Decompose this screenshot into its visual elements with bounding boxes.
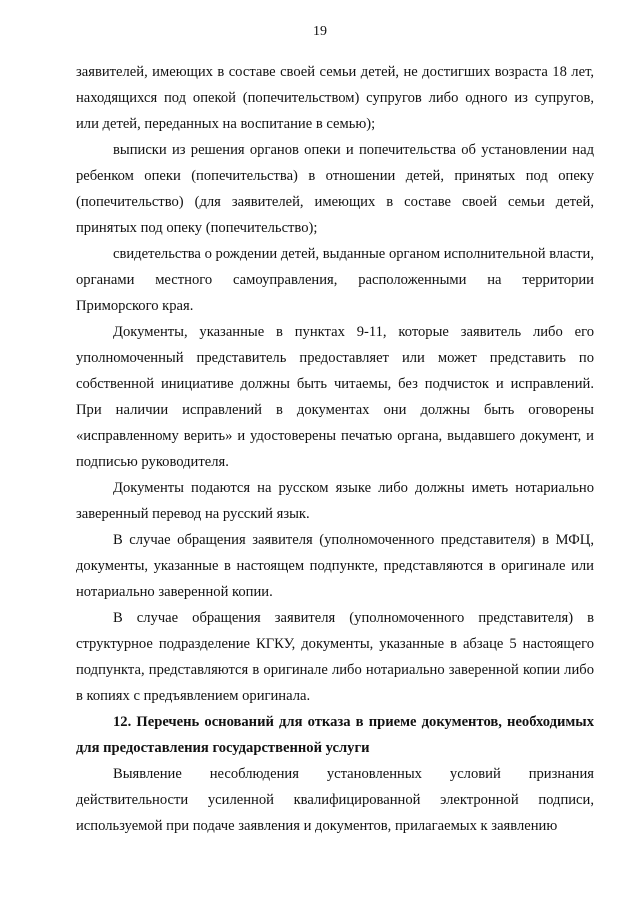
paragraph-continuation: заявителей, имеющих в составе своей семьи детей, не достигших возраста 18 лет, находящихся под опекой (попечительством) супругов либо одного из супругов, или детей, переданных на воспитание в семью); bbox=[76, 64, 594, 132]
paragraph-guardianship-extracts: выписки из решения органов опеки и попечительства об установлении над ребенком опеки (попечительства) в отношении детей, принятых под опеку (попечительство) (для заявителей, имеющих в составе своей семьи детей, принятых под опеку (попечительство); bbox=[76, 142, 594, 236]
paragraph-mfc: В случае обращения заявителя (уполномоченного представителя) в МФЦ, документы, указанные в настоящем подпункте, представляются в оригинале или нотариально заверенной копии. bbox=[76, 532, 594, 600]
paragraph-birth-certificates: свидетельства о рождении детей, выданные органом исполнительной власти, органами местного самоуправления, расположенными на территории Приморского края. bbox=[76, 246, 594, 314]
section-heading-12: 12. Перечень оснований для отказа в приеме документов, необходимых для предоставления государственной услуги bbox=[76, 714, 594, 756]
page-number: 19 bbox=[313, 24, 327, 39]
paragraph-signature-check: Выявление несоблюдения установленных условий признания действительности усиленной квалифицированной электронной подписи, используемой при подаче заявления и документов, прилагаемых к заявлению bbox=[76, 766, 594, 834]
paragraph-document-requirements: Документы, указанные в пунктах 9-11, которые заявитель либо его уполномоченный представитель предоставляет или может представить по собственной инициативе должны быть читаемы, без подчисток и исправлений. При наличии исправлений в документах они должны быть оговорены «исправленному верить» и удостоверены печатью органа, выдавшего документ, и подписью руководителя. bbox=[76, 324, 594, 470]
document-body bbox=[76, 59, 594, 839]
paragraph-kgku: В случае обращения заявителя (уполномоченного представителя) в структурное подразделение КГКУ, документы, указанные в абзаце 5 настоящего подпункта, представляются в оригинале либо нотариально заверенной копии либо в копиях с предъявлением оригинала. bbox=[76, 610, 594, 704]
paragraph-language: Документы подаются на русском языке либо должны иметь нотариально заверенный перевод на русский язык. bbox=[76, 480, 594, 522]
